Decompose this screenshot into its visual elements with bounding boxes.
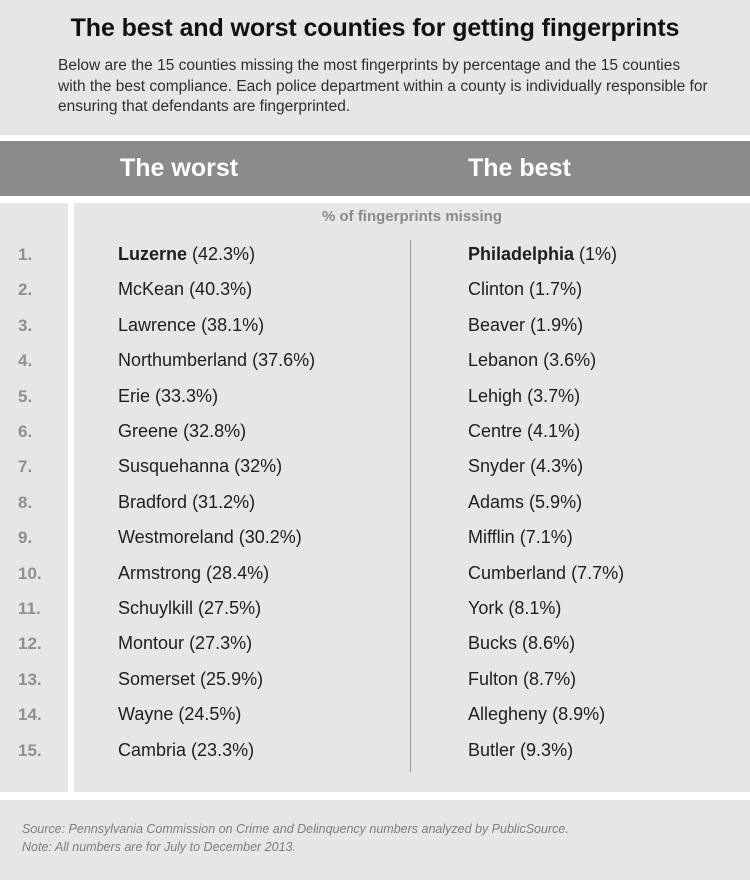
best-county-row	[468, 279, 582, 300]
worst-county-percent: (33.3%)	[155, 386, 219, 406]
best-county-row	[468, 633, 575, 654]
worst-county-percent: (24.5%)	[178, 704, 242, 724]
intro-text: Below are the 15 counties missing the most fingerprints by percentage and the 15 counties with the best compliance. Each police department within a county is individually responsible for ensuring that defendants are fingerprinted.	[58, 57, 708, 115]
best-county-percent: (5.9%)	[529, 492, 583, 512]
best-county-percent: (8.6%)	[522, 633, 576, 653]
header-panel	[0, 0, 750, 135]
best-county-percent: (1.7%)	[529, 279, 583, 299]
best-county-name: Philadelphia	[468, 244, 575, 264]
worst-county-percent: (37.6%)	[252, 350, 316, 370]
best-county-percent: (1%)	[579, 244, 618, 264]
best-county-name: Adams	[468, 492, 525, 512]
rank-number: 11.	[18, 599, 41, 618]
worst-county-name: Westmoreland	[118, 527, 234, 547]
worst-county-row	[118, 527, 302, 548]
best-county-row	[468, 244, 617, 265]
worst-county-name: Greene	[118, 421, 179, 441]
worst-county-row	[118, 244, 255, 265]
worst-county-percent: (38.1%)	[201, 315, 265, 335]
best-county-row	[468, 492, 582, 513]
worst-county-percent: (28.4%)	[206, 563, 270, 583]
best-county-name: Lehigh	[468, 386, 523, 406]
column-divider	[410, 240, 411, 772]
column-header-bar	[0, 141, 750, 196]
worst-county-name: McKean	[118, 279, 185, 299]
best-county-name: Centre	[468, 421, 523, 441]
best-county-row	[468, 598, 561, 619]
worst-county-percent: (23.3%)	[191, 740, 255, 760]
best-county-percent: (3.6%)	[543, 350, 597, 370]
rank-number: 6.	[18, 422, 33, 441]
best-county-row	[468, 315, 583, 336]
best-county-percent: (7.1%)	[519, 527, 573, 547]
best-county-name: Beaver	[468, 315, 526, 335]
rank-number: 7.	[18, 457, 33, 476]
best-county-percent: (3.7%)	[527, 386, 581, 406]
worst-county-percent: (42.3%)	[192, 244, 256, 264]
best-county-row	[468, 421, 580, 442]
best-county-name: Cumberland	[468, 563, 567, 583]
worst-county-row	[118, 598, 261, 619]
rank-number: 5.	[18, 387, 33, 406]
rank-number: 4.	[18, 351, 33, 370]
table-subheading: % of fingerprints missing	[321, 208, 502, 225]
best-county-name: Clinton	[468, 279, 525, 299]
worst-county-name: Lawrence	[118, 315, 197, 335]
best-county-percent: (4.1%)	[527, 421, 581, 441]
worst-county-name: Erie	[118, 386, 151, 406]
best-county-name: Mifflin	[468, 527, 515, 547]
worst-county-percent: (40.3%)	[189, 279, 253, 299]
best-heading: The best	[468, 154, 571, 182]
best-county-percent: (4.3%)	[530, 456, 584, 476]
best-county-row	[468, 704, 605, 725]
best-county-row	[468, 740, 573, 761]
best-county-row	[468, 669, 576, 690]
rank-number: 9.	[18, 528, 33, 547]
footer-panel	[0, 800, 750, 880]
worst-county-row	[118, 669, 263, 690]
worst-county-row	[118, 421, 246, 442]
worst-county-name: Schuylkill	[118, 598, 194, 618]
worst-county-name: Somerset	[118, 669, 196, 689]
rank-number: 12.	[18, 634, 42, 653]
best-county-row	[468, 563, 624, 584]
worst-county-row	[118, 279, 252, 300]
best-county-row	[468, 527, 573, 548]
worst-county-name: Susquehanna	[118, 456, 230, 476]
worst-county-percent: (27.3%)	[189, 633, 253, 653]
best-county-percent: (1.9%)	[530, 315, 584, 335]
best-county-row	[468, 386, 580, 407]
rank-number: 15.	[18, 741, 42, 760]
worst-heading: The worst	[120, 154, 239, 182]
page-title: The best and worst counties for getting fingerprints	[70, 14, 680, 42]
worst-county-row	[118, 492, 255, 513]
best-county-name: Butler	[468, 740, 516, 760]
best-county-percent: (8.9%)	[552, 704, 606, 724]
worst-county-name: Montour	[118, 633, 185, 653]
best-county-percent: (8.1%)	[508, 598, 562, 618]
best-county-name: Snyder	[468, 456, 526, 476]
best-county-name: Fulton	[468, 669, 519, 689]
worst-county-percent: (32%)	[234, 456, 283, 476]
date-note: Note: All numbers are for July to December 2013.	[22, 840, 296, 854]
worst-county-row	[118, 633, 252, 654]
best-county-percent: (7.7%)	[571, 563, 625, 583]
rank-number: 2.	[18, 280, 33, 299]
worst-county-name: Bradford	[118, 492, 188, 512]
worst-county-row	[118, 704, 241, 725]
best-county-row	[468, 456, 583, 477]
worst-county-name: Wayne	[118, 704, 174, 724]
worst-county-percent: (27.5%)	[198, 598, 262, 618]
best-county-percent: (8.7%)	[523, 669, 577, 689]
worst-county-row	[118, 740, 254, 761]
rank-number: 13.	[18, 670, 42, 689]
worst-county-name: Armstrong	[118, 563, 202, 583]
worst-county-percent: (32.8%)	[183, 421, 247, 441]
worst-county-name: Cambria	[118, 740, 187, 760]
worst-county-name: Luzerne	[118, 244, 188, 264]
rank-number: 14.	[18, 705, 42, 724]
worst-county-row	[118, 563, 269, 584]
best-county-row	[468, 350, 596, 371]
worst-county-percent: (25.9%)	[200, 669, 264, 689]
best-county-name: Allegheny	[468, 704, 548, 724]
best-county-name: York	[468, 598, 504, 618]
worst-county-row	[118, 350, 315, 371]
worst-county-row	[118, 315, 264, 336]
worst-county-row	[118, 386, 218, 407]
worst-county-percent: (30.2%)	[238, 527, 302, 547]
worst-county-row	[118, 456, 282, 477]
best-county-name: Lebanon	[468, 350, 539, 370]
source-note: Source: Pennsylvania Commission on Crime and Delinquency numbers analyzed by PublicSource.	[22, 822, 569, 836]
best-county-name: Bucks	[468, 633, 518, 653]
rank-number: 3.	[18, 316, 33, 335]
worst-county-name: Northumberland	[118, 350, 248, 370]
rank-number: 8.	[18, 493, 33, 512]
rank-number: 10.	[18, 564, 42, 583]
best-county-percent: (9.3%)	[520, 740, 574, 760]
rank-number: 1.	[18, 245, 33, 264]
worst-county-percent: (31.2%)	[192, 492, 256, 512]
